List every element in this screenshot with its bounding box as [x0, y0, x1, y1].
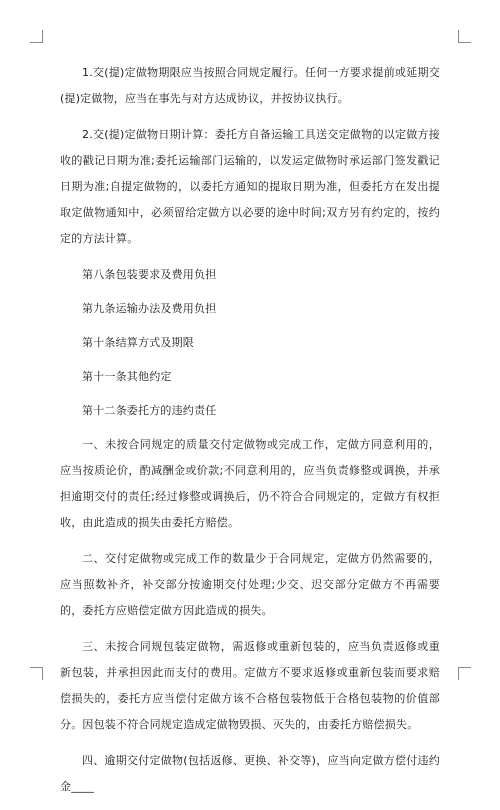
paragraph-delivery-date-calculation: 2.交(提)定做物日期计算：委托方自备运输工具送交定做物的以定做方接收的戳记日期为准;委托运输部门运输的，以发运定做物时承运部门签发戳记日期为准;自提定做物的，以委托方通知的提取日期为准，但委托方在发出提取定做物通知中，必须留给定做方以必要的途中时间;双方另有约定的，按约定的方法计算。 — [60, 128, 440, 245]
paragraph-clause-4-late-delivery: 四、逾期交付定做物(包括返修、更换、补交等)，应当向定做方偿付违约金____ — [60, 754, 440, 793]
crop-mark-top-right — [458, 30, 471, 43]
crop-mark-bottom-right — [458, 667, 471, 680]
heading-article-12: 第十二条委托方的违约责任 — [82, 404, 217, 417]
paragraph-clause-3-packaging: 三、未按合同规包装定做物，需返修或重新包装的，应当负责返修或重新包装，并承担因此而支付的费用。定做方不要求返修或重新包装而要求赔偿损失的，委托方应当偿付定做方该不合格包装物低于合格包装物的价值部分。因包装不符合同规定造成定做物毁损、灭失的，由委托方赔偿损失。 — [60, 640, 440, 731]
heading-article-8: 第八条包装要求及费用负担 — [82, 268, 217, 281]
crop-mark-bottom-left — [30, 667, 43, 680]
paragraph-delivery-deadline: 1.交(提)定做物期限应当按照合同规定履行。任何一方要求提前或延期交(提)定做物，应当在事先与对方达成协议，并按协议执行。 — [60, 66, 440, 105]
heading-article-9: 第九条运输办法及费用负担 — [82, 302, 217, 315]
document-body — [60, 60, 440, 810]
crop-mark-top-left — [30, 30, 43, 43]
paragraph-clause-1-quality: 一、未按合同规定的质量交付定做物或完成工作，定做方同意利用的，应当按质论价，酌减酬金或价款;不同意利用的，应当负责修整或调换，并承担逾期交付的责任;经过修整或调换后，仍不符合合同规定的，定做方有权拒收，由此造成的损失由委托方赔偿。 — [60, 438, 440, 529]
paragraph-clause-2-quantity: 二、交付定做物或完成工作的数量少于合同规定，定做方仍然需要的，应当照数补齐，补交部分按逾期交付处理;少交、迟交部分定做方不再需要的，委托方应赔偿定做方因此造成的损失。 — [60, 552, 440, 617]
heading-article-11: 第十一条其他约定 — [82, 370, 172, 383]
heading-article-10: 第十条结算方式及期限 — [82, 336, 194, 349]
